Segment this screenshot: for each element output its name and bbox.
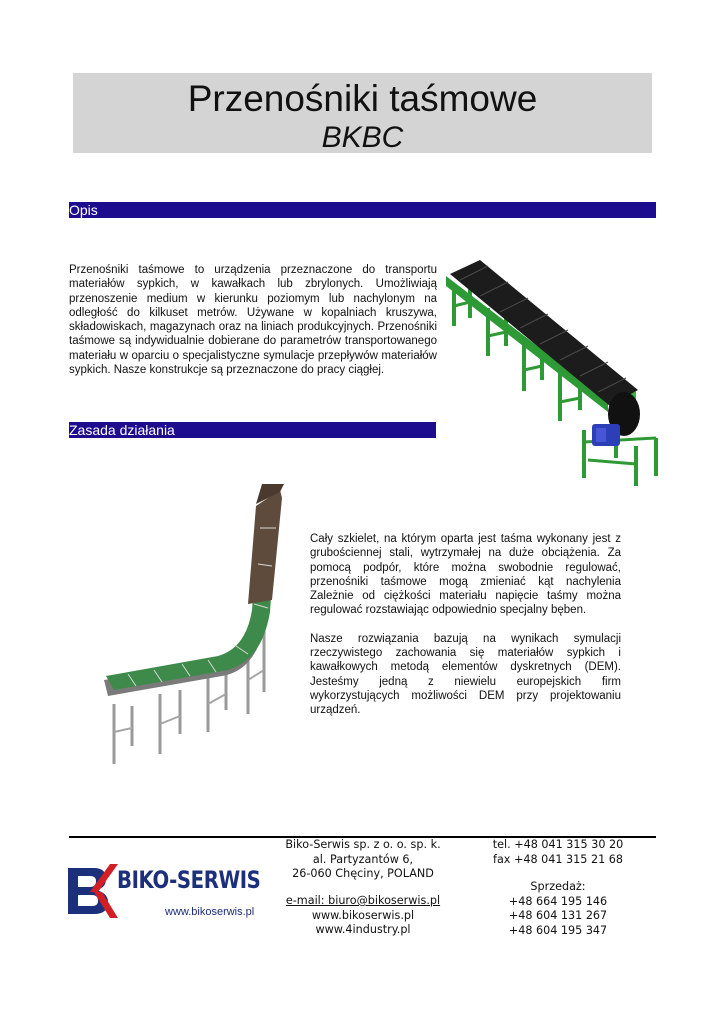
zasada-text-block — [310, 532, 621, 732]
section-header-zasada: Zasada działania — [69, 422, 436, 438]
footer-sales — [478, 880, 638, 939]
logo-wordmark: BIKO-SERWIS — [117, 866, 261, 894]
zasada-paragraph-1: Cały szkielet, na którym oparta jest taśma wykonany jest z grubościennej stali, wytrzymałej na duże obciążenia. Za pomocą podpór, które można swobodnie regulować, przenośniki taśmowe mogą zmieniać kąt nachylenia Zależnie od ciężkości materiału napięcie taśmy można regulować rozstawiając odpowiednio specjalny bęben. — [310, 533, 621, 617]
company-city: 26-060 Chęciny, POLAND — [292, 867, 434, 881]
footer-web-links — [282, 894, 444, 938]
title-box — [73, 73, 652, 153]
sales-phone: +48 664 195 146 — [508, 894, 608, 908]
footer-phones — [478, 838, 638, 867]
opis-paragraph: Przenośniki taśmowe to urządzenia przeznaczone do transportu materiałów sypkich, w kawałkach lub zbrylonych. Umożliwiają przenoszenie medium w kierunku poziomym lub nachylonym na odległość do kilkuset metrów. Używane w kopalniach kruszywa, składowiskach, magazynach oraz na liniach produkcyjnych. Przenośniki taśmowe są indywidualnie dobierane do parametrów transportowanego materiału w oparciu o specjalistyczne symulacje przepływów materiałów sypkich. Nasze konstrukcje są przeznaczone do pracy ciągłej. — [69, 264, 437, 377]
website-link-1[interactable]: www.bikoserwis.pl — [311, 908, 415, 922]
phone-tel: tel. +48 041 315 30 20 — [492, 838, 624, 851]
logo-url: www.bikoserwis.pl — [165, 906, 255, 918]
sales-phone: +48 604 131 267 — [508, 909, 608, 923]
phone-fax: fax +48 041 315 21 68 — [493, 852, 623, 866]
email-link[interactable]: e-mail: biuro@bikoserwis.pl — [285, 894, 441, 907]
page-subtitle: BKBC — [321, 121, 404, 154]
page-title: Przenośniki taśmowe — [187, 78, 538, 119]
company-street: al. Partyzantów 6, — [312, 852, 414, 866]
sales-phone: +48 604 195 347 — [508, 924, 608, 938]
footer-address — [282, 838, 444, 882]
section-header-opis: Opis — [69, 202, 656, 218]
company-name: Biko-Serwis sp. z o. o. sp. k. — [285, 838, 441, 851]
sales-label: Sprzedaż: — [530, 880, 586, 893]
zasada-paragraph-2: Nasze rozwiązania bazują na wynikach symulacji rzeczywistego zachowania się materiałów sypkich i kawałkowych metodą elementów dyskretnych (DEM). Jesteśmy jedną z niewielu europejskich firm wykorzystujących możliwości DEM przy projektowaniu urządzeń. — [310, 632, 621, 717]
inclined-conveyor-image — [98, 484, 298, 774]
website-link-2[interactable]: www.4industry.pl — [315, 923, 411, 937]
belt-conveyor-image — [440, 246, 662, 496]
